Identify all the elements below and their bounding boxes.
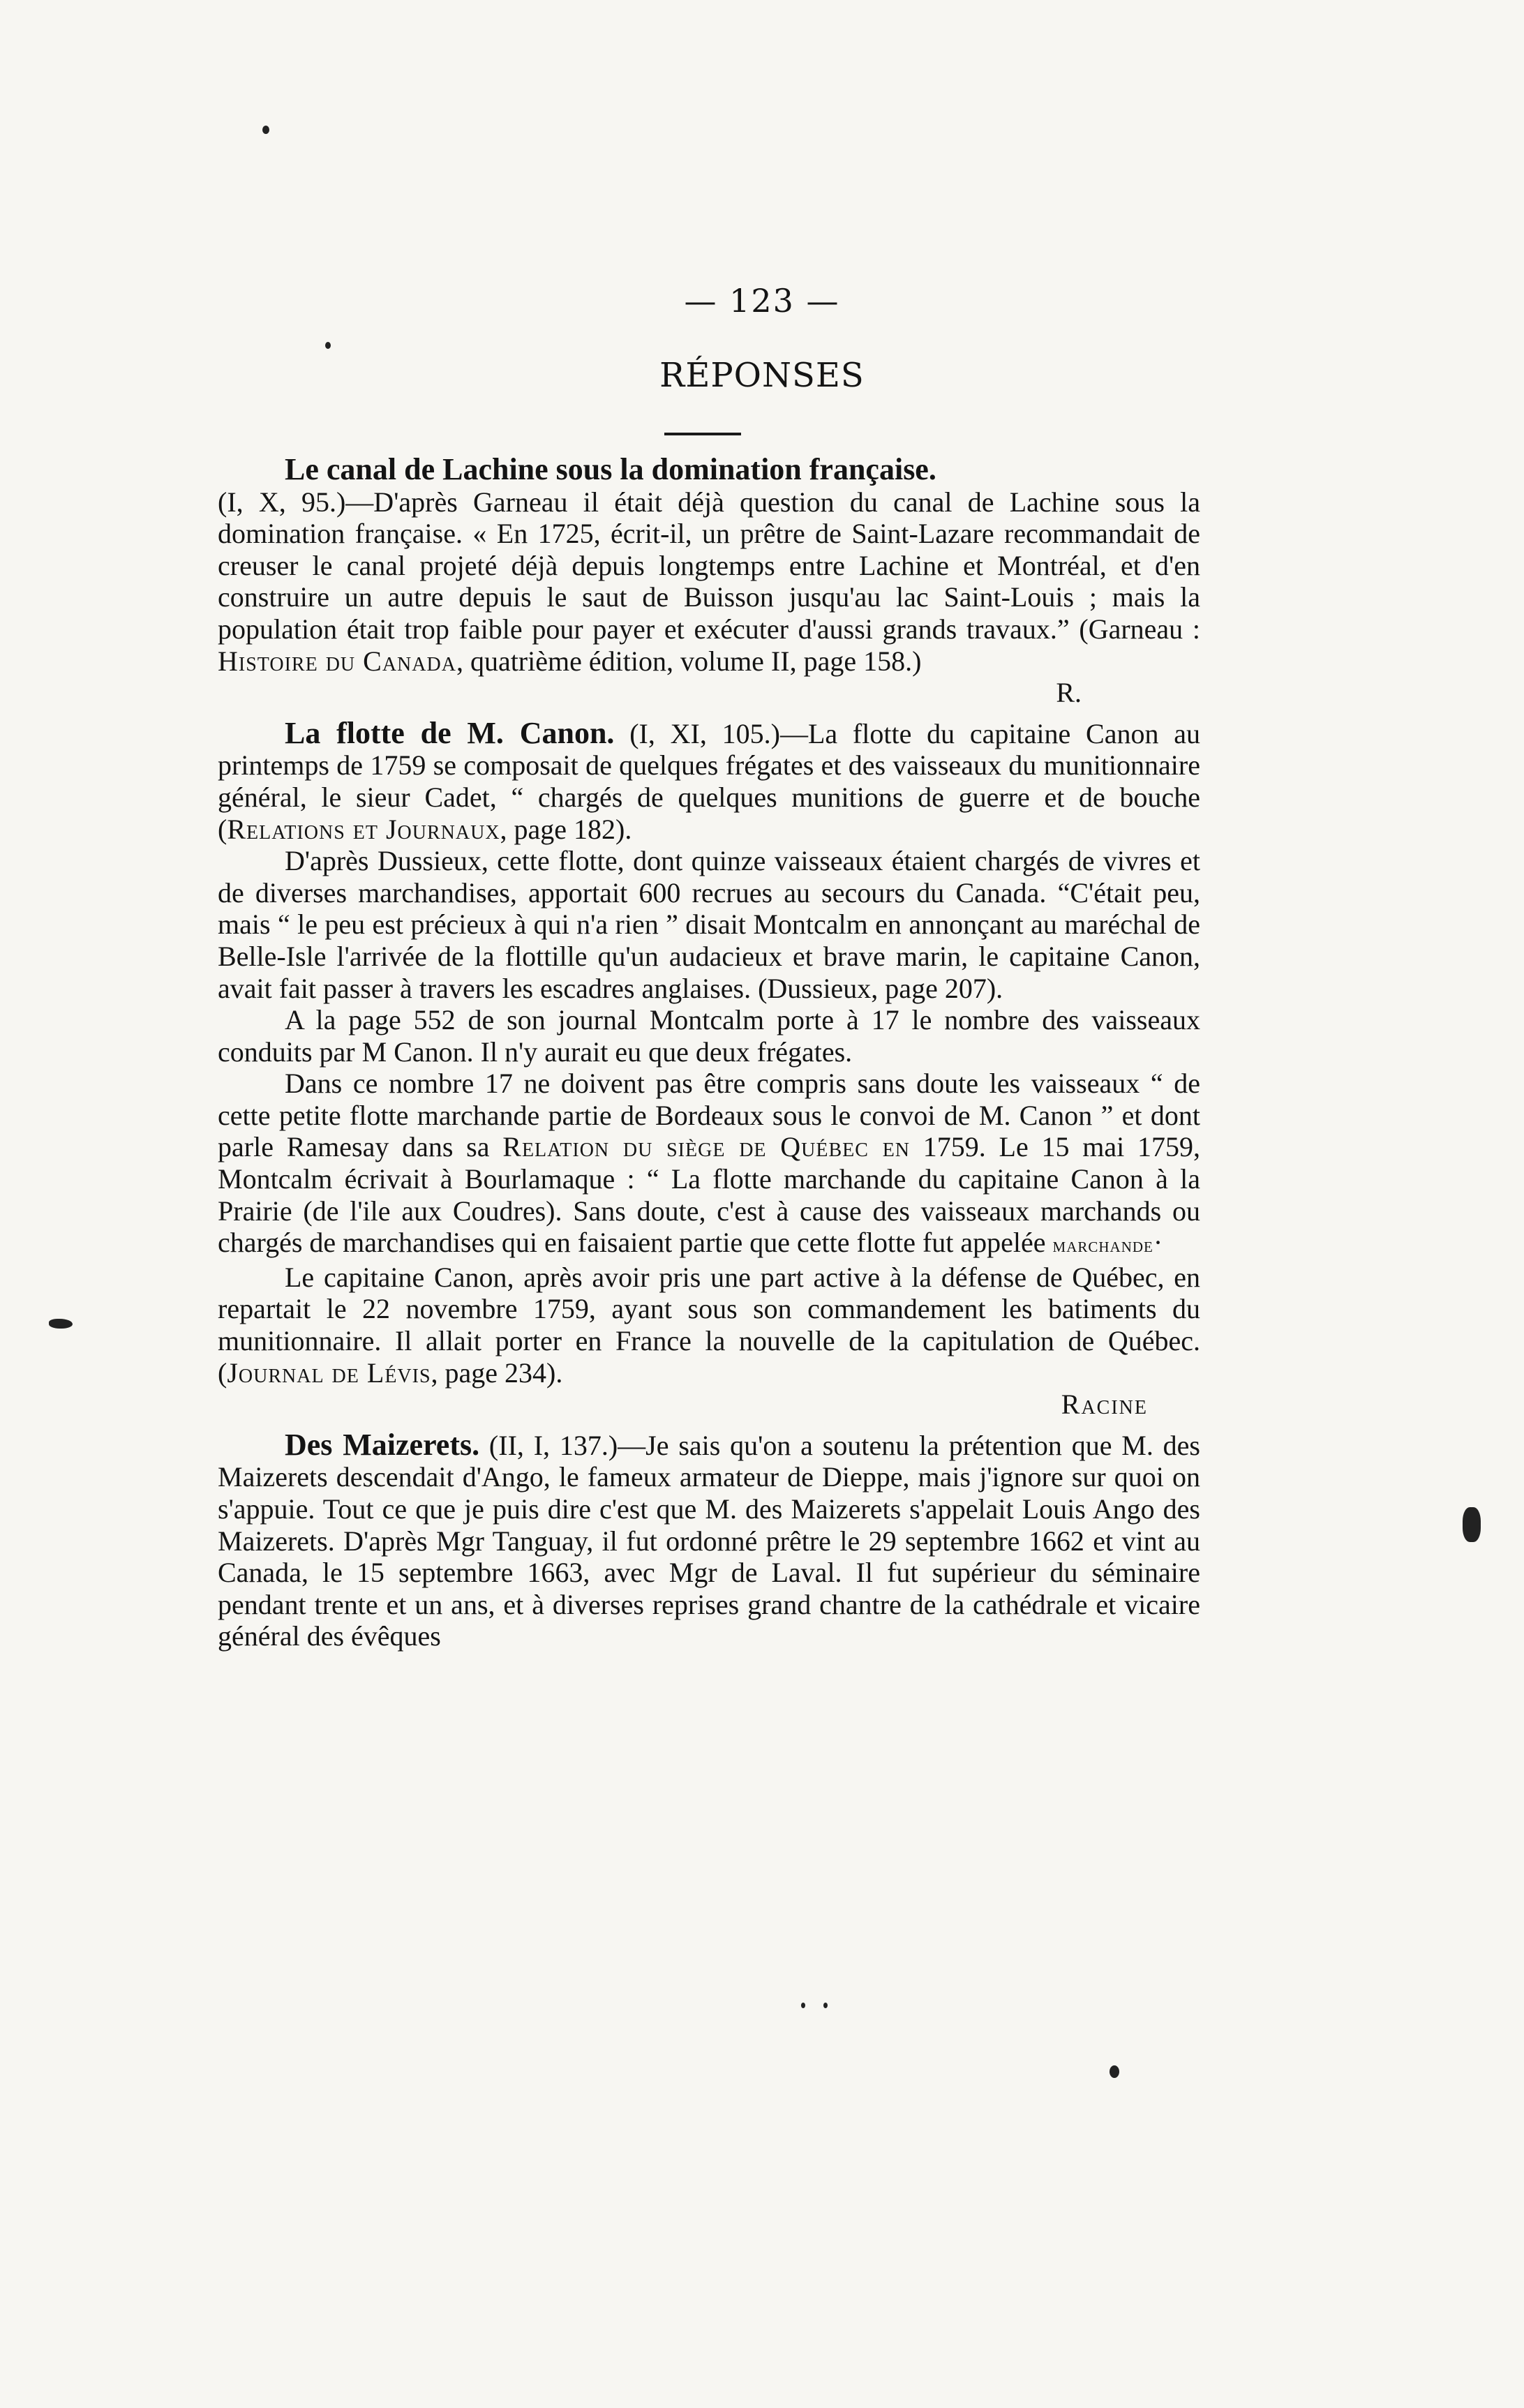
source-citation: Relations et Journaux bbox=[227, 813, 500, 845]
paragraph-text: · bbox=[1153, 1227, 1163, 1259]
source-citation: Histoire du Canada bbox=[218, 645, 456, 677]
entry-title: La flotte de M. Canon. bbox=[285, 715, 615, 750]
paragraph-capitaine-canon bbox=[218, 1262, 1200, 1389]
entry-text-after: , quatrième édition, volume II, page 158.) bbox=[456, 645, 922, 677]
entry-text: (I, X, 95.)—D'après Garneau il était déjà question du canal de Lachine sous la domination française. « En 1725, écrit-il, un prêtre de Saint-Lazare recommandait de creuser le canal projeté déjà depuis longtemps entre Lachine et Montréal, et d'en construire un autre depuis le saut de Buisson jusqu'au lac Saint-Louis ; mais la population était trop faible pour payer et exécuter d'aussi grands travaux.” (Garneau : bbox=[218, 486, 1200, 645]
entry-text-maizerets bbox=[218, 1429, 1200, 1652]
scan-speck bbox=[823, 2003, 828, 2008]
entry-text: (I, XI, 105.)—La flotte du capitaine Canon au printemps de 1759 se composait de quelques frégates et des vaisseaux du munitionnaire général, le sieur Cadet, “ chargés de quelques munitions de guerre et de bouche ( bbox=[218, 717, 1200, 845]
scan-speck bbox=[325, 342, 331, 349]
signature-racine: Racine bbox=[1061, 1389, 1148, 1421]
section-heading: RÉPONSES bbox=[659, 356, 865, 395]
scan-speck bbox=[49, 1319, 73, 1329]
source-citation: Journal de Lévis bbox=[227, 1356, 431, 1389]
entry-title-lachine bbox=[218, 454, 1200, 486]
paragraph-page-552: A la page 552 de son journal Montcalm porte à 17 le nombre des vaisseaux conduits par M Canon. Il n'y aurait eu que deux frégates. bbox=[218, 1004, 1200, 1068]
paragraph-nombre-17 bbox=[218, 1068, 1200, 1262]
heading-rule bbox=[664, 433, 741, 435]
scan-speck bbox=[801, 2003, 805, 2008]
entry-text-canon bbox=[218, 717, 1200, 845]
scan-speck bbox=[1463, 1507, 1481, 1542]
entry-title: Le canal de Lachine sous la domination française. bbox=[285, 452, 936, 486]
entry-text: (II, I, 137.)—Je sais qu'on a soutenu la prétention que M. des Maizerets descendait d'Ango, le fameux armateur de Dieppe, mais j'ignore sur quoi on s'appuie. Tout ce que je puis dire c'est que M. des Maizerets s'appelait Louis Ango des Maizerets. D'après Mgr Tanguay, il fut ordonné prêtre le 29 septembre 1662 et vint au Canada, le 15 septembre 1663, avec Mgr de Laval. Il fut supérieur du séminaire pendant trente et un ans, et à diverses reprises grand chantre de la cathédrale et vicaire général des évêques bbox=[218, 1429, 1200, 1652]
entry-text-lachine bbox=[218, 486, 1200, 678]
paragraph-text: Dans ce nombre 17 ne doivent pas être compris sans doute les vaisseaux “ de cette petite flotte marchande partie de Bordeaux sous le convoi de M. Canon ” et dont parle Ramesay dans sa bbox=[218, 1068, 1200, 1163]
source-citation: Relation du siège de Québec en bbox=[502, 1131, 911, 1163]
paragraph-dussieux: D'après Dussieux, cette flotte, dont quinze vaisseaux étaient chargés de vivres et de diverses marchandises, apportait 600 recrues au secours du Canada. “C'était peu, mais “ le peu est précieux à qui n'a rien ” disait Montcalm en annonçant au maréchal de Belle-Isle l'arrivée de la flottille qu'un audacieux et brave marin, le capitaine Canon, avait fait passer à travers les escadres anglaises. (Dussieux, page 207). bbox=[218, 845, 1200, 1004]
paragraph-text: Le capitaine Canon, après avoir pris une part active à la défense de Québec, en repartait le 22 novembre 1759, ayant sous son commandement les batiments du munitionnaire. Il allait porter en France la nouvelle de la capitulation de Québec. ( bbox=[218, 1261, 1200, 1389]
entry-title: Des Maizerets. bbox=[285, 1427, 480, 1462]
paragraph-text: , page 234). bbox=[431, 1356, 563, 1389]
page-number: — 123 — bbox=[684, 282, 840, 320]
entry-text-after: , page 182). bbox=[500, 813, 632, 845]
signature-r: R. bbox=[1056, 677, 1082, 709]
scan-speck bbox=[1110, 2065, 1119, 2078]
paragraph-text: 1759. Le 15 mai 1759, Montcalm écrivait à Bourlamaque : “ La flotte marchande du capitaine Canon à la Prairie (de l'ile aux Coudres). Sans doute, c'est à cause des vaisseaux marchands ou chargés de marchandises qui en faisaient partie que cette flotte fut appelée bbox=[218, 1131, 1201, 1259]
article-body bbox=[218, 454, 1200, 1652]
scan-speck bbox=[262, 126, 269, 134]
emphasis-word: marchande bbox=[1052, 1234, 1153, 1257]
